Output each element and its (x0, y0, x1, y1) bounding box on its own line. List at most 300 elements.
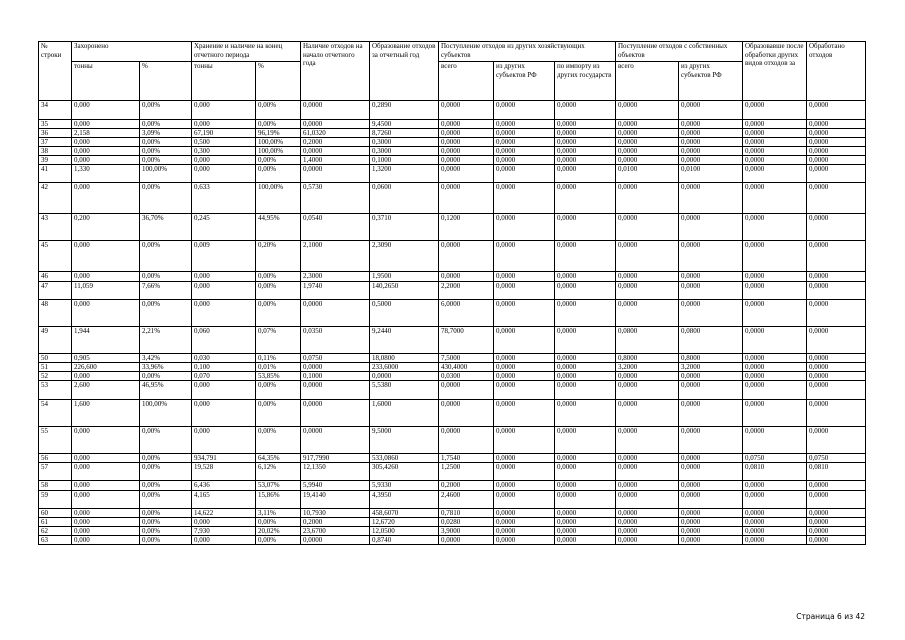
table-cell: 0,0000 (494, 272, 555, 281)
table-cell: 0,00% (140, 372, 192, 381)
table-cell: 0,0000 (679, 101, 743, 120)
table-cell: 0,5000 (370, 300, 439, 327)
table-cell: 0,0000 (743, 137, 807, 146)
table-cell: 0,0000 (494, 241, 555, 272)
table-cell: 0,0000 (743, 527, 807, 536)
table-cell: 0,000 (192, 281, 256, 300)
table-cell: 0,060 (192, 327, 256, 354)
table-cell: 37 (39, 137, 72, 146)
table-cell: 3,2000 (679, 363, 743, 372)
table-cell: 0,000 (72, 119, 140, 128)
table-row (39, 527, 866, 536)
table-cell: 533,0860 (370, 453, 439, 462)
table-cell: 0,0000 (439, 272, 494, 281)
table-cell: 6,12% (256, 462, 301, 481)
table-cell: 0,030 (192, 354, 256, 363)
table-cell: 0,000 (192, 426, 256, 453)
table-cell: 0,0000 (807, 372, 866, 381)
table-cell: 33,96% (140, 363, 192, 372)
table-cell: 0,0000 (743, 183, 807, 214)
table-cell: 0,0000 (555, 372, 616, 381)
table-cell: 49 (39, 327, 72, 354)
table-cell: 0,00% (256, 272, 301, 281)
table-cell: 19,528 (192, 462, 256, 481)
table-cell: 0,0000 (494, 128, 555, 137)
table-cell: 0,8000 (616, 354, 679, 363)
table-cell: 0,8000 (679, 354, 743, 363)
table-cell: 0,0000 (743, 509, 807, 518)
table-cell: 0,00% (256, 300, 301, 327)
table-cell: 7,66% (140, 281, 192, 300)
table-cell: 12,1350 (301, 462, 370, 481)
table-cell: 57 (39, 462, 72, 481)
table-cell: 0,000 (72, 300, 140, 327)
table-cell: 0,0350 (301, 327, 370, 354)
table-cell: 0,0000 (301, 363, 370, 372)
table-cell: 0,0000 (616, 372, 679, 381)
table-cell: 0,0000 (494, 146, 555, 155)
table-cell: 0,0000 (679, 462, 743, 481)
table-cell: 0,11% (256, 354, 301, 363)
table-cell: 1,9740 (301, 281, 370, 300)
table-cell: 0,0000 (494, 119, 555, 128)
table-cell: 0,0000 (616, 426, 679, 453)
table-cell: 4,165 (192, 490, 256, 509)
table-cell: 0,0000 (439, 381, 494, 400)
table-cell: 0,00% (256, 426, 301, 453)
waste-table (38, 41, 866, 545)
table-cell: 0,0000 (616, 137, 679, 146)
table-cell: 53,85% (256, 372, 301, 381)
table-cell: 0,0000 (807, 381, 866, 400)
table-cell: 51 (39, 363, 72, 372)
table-cell: 45 (39, 241, 72, 272)
table-cell: 430,4000 (439, 363, 494, 372)
table-cell: 23,6700 (301, 527, 370, 536)
table-cell: 0,0000 (439, 426, 494, 453)
table-cell: 0,0000 (616, 241, 679, 272)
table-cell: 0,00% (256, 164, 301, 183)
table-cell: 0,0000 (555, 146, 616, 155)
table-row (39, 272, 866, 281)
table-cell: 0,0000 (555, 327, 616, 354)
table-cell: 53,07% (256, 481, 301, 490)
table-cell: 0,0000 (301, 146, 370, 155)
table-cell: 0,0000 (370, 372, 439, 381)
table-cell: 0,000 (192, 101, 256, 120)
table-cell: 0,00% (140, 137, 192, 146)
table-cell: 0,000 (72, 146, 140, 155)
table-cell: 0,0000 (439, 399, 494, 426)
table-cell: 0,0000 (807, 101, 866, 120)
table-cell: 0,0000 (555, 300, 616, 327)
table-cell: 0,0000 (616, 183, 679, 214)
table-cell: 0,0000 (616, 119, 679, 128)
table-cell: 0,0000 (743, 155, 807, 164)
table-cell: 0,0000 (743, 281, 807, 300)
table-cell: 19,4140 (301, 490, 370, 509)
table-cell: 0,000 (192, 155, 256, 164)
table-cell: 0,0000 (679, 119, 743, 128)
table-cell: 0,0000 (301, 101, 370, 120)
table-cell: 0,0000 (679, 372, 743, 381)
table-cell: 0,0000 (301, 300, 370, 327)
table-cell: 0,0000 (807, 241, 866, 272)
table-cell: 0,0000 (743, 481, 807, 490)
table-row (39, 327, 866, 354)
table-cell: 2,3090 (370, 241, 439, 272)
table-cell: 2,3000 (301, 272, 370, 281)
table-cell: 0,0000 (494, 214, 555, 241)
table-cell: 9,4500 (370, 119, 439, 128)
table-cell: 0,0000 (494, 183, 555, 214)
table-row (39, 281, 866, 300)
table-cell: 0,0810 (743, 462, 807, 481)
table-row (39, 128, 866, 137)
table-cell: 0,0000 (743, 363, 807, 372)
table-cell: 0,0000 (616, 399, 679, 426)
table-row (39, 119, 866, 128)
table-cell: 0,0000 (494, 481, 555, 490)
header-buried-tonnes: тонны (72, 62, 140, 101)
table-cell: 0,0000 (679, 536, 743, 545)
table-cell: 6,436 (192, 481, 256, 490)
table-cell: 0,0000 (439, 241, 494, 272)
table-cell: 0,0000 (439, 119, 494, 128)
table-cell: 0,0000 (494, 137, 555, 146)
table-cell: 0,00% (140, 119, 192, 128)
table-cell: 0,0000 (555, 354, 616, 363)
table-cell: 0,0750 (743, 453, 807, 462)
table-cell: 0,00% (140, 462, 192, 481)
table-cell: 3,11% (256, 509, 301, 518)
table-row (39, 137, 866, 146)
table-cell: 42 (39, 183, 72, 214)
table-cell: 0,00% (140, 241, 192, 272)
table-cell: 0,0000 (555, 128, 616, 137)
table-cell: 60 (39, 509, 72, 518)
table-cell: 1,944 (72, 327, 140, 354)
table-cell: 54 (39, 399, 72, 426)
table-cell: 305,4260 (370, 462, 439, 481)
table-cell: 96,19% (256, 128, 301, 137)
table-cell: 0,0000 (555, 518, 616, 527)
table-cell: 47 (39, 281, 72, 300)
table-cell: 0,000 (72, 137, 140, 146)
table-cell: 0,0100 (679, 164, 743, 183)
table-cell: 41 (39, 164, 72, 183)
table-cell: 0,0300 (439, 372, 494, 381)
table-cell: 0,000 (72, 101, 140, 120)
table-cell: 100,00% (140, 399, 192, 426)
table-cell: 226,600 (72, 363, 140, 372)
table-cell: 0,0000 (743, 381, 807, 400)
table-cell: 0,000 (192, 272, 256, 281)
table-cell: 0,0000 (555, 509, 616, 518)
table-cell: 0,0000 (616, 300, 679, 327)
table-cell: 0,0000 (679, 481, 743, 490)
table-cell: 0,0000 (555, 137, 616, 146)
table-cell: 0,0000 (743, 164, 807, 183)
table-row (39, 509, 866, 518)
header-entities-from-rf: из других субъектов РФ (494, 62, 555, 101)
table-cell: 0,0000 (616, 128, 679, 137)
table-cell: 0,000 (72, 155, 140, 164)
table-cell: 0,0000 (679, 300, 743, 327)
table-cell: 0,0000 (807, 128, 866, 137)
table-cell: 0,00% (140, 509, 192, 518)
table-cell: 2,1000 (301, 241, 370, 272)
table-cell: 233,6000 (370, 363, 439, 372)
table-cell: 59 (39, 490, 72, 509)
table-cell: 78,7000 (439, 327, 494, 354)
table-cell: 0,633 (192, 183, 256, 214)
table-cell: 7,5000 (439, 354, 494, 363)
table-cell: 52 (39, 372, 72, 381)
table-cell: 36 (39, 128, 72, 137)
header-from-entities: Поступление отходов из других хозяйствующих субъектов (439, 42, 616, 62)
table-cell: 0,000 (192, 536, 256, 545)
table-cell: 0,070 (192, 372, 256, 381)
table-cell: 0,0000 (743, 214, 807, 241)
table-cell: 0,0000 (616, 272, 679, 281)
table-cell: 0,0000 (616, 509, 679, 518)
table-cell: 8,7260 (370, 128, 439, 137)
page-footer: Страница 6 из 42 (796, 612, 865, 621)
table-cell: 0,00% (256, 155, 301, 164)
table-cell: 1,3200 (370, 164, 439, 183)
table-cell: 0,0000 (494, 327, 555, 354)
table-cell: 0,0000 (439, 101, 494, 120)
table-cell: 0,0000 (494, 164, 555, 183)
table-cell: 0,0000 (494, 300, 555, 327)
table-cell: 0,0000 (679, 183, 743, 214)
table-cell: 0,0000 (494, 462, 555, 481)
table-cell: 0,0000 (494, 518, 555, 527)
table-cell: 0,0000 (807, 481, 866, 490)
table-cell: 0,0000 (679, 381, 743, 400)
table-cell: 0,0000 (494, 490, 555, 509)
table-cell: 458,6070 (370, 509, 439, 518)
table-cell: 0,000 (192, 119, 256, 128)
table-cell: 43 (39, 214, 72, 241)
table-cell: 0,000 (192, 399, 256, 426)
table-cell: 934,791 (192, 453, 256, 462)
table-cell: 39 (39, 155, 72, 164)
table-cell: 0,0100 (616, 164, 679, 183)
table-cell: 0,0000 (494, 281, 555, 300)
table-cell: 0,0000 (439, 128, 494, 137)
table-cell: 0,000 (72, 536, 140, 545)
table-cell: 0,0000 (555, 101, 616, 120)
table-cell: 58 (39, 481, 72, 490)
table-cell: 0,2000 (301, 137, 370, 146)
table-cell: 0,0800 (679, 327, 743, 354)
table-cell: 0,0000 (807, 363, 866, 372)
table-cell: 917,7990 (301, 453, 370, 462)
table-row (39, 214, 866, 241)
table-cell: 0,500 (192, 137, 256, 146)
table-cell: 0,00% (140, 183, 192, 214)
table-cell: 0,00% (140, 527, 192, 536)
table-cell: 0,0000 (555, 281, 616, 300)
table-cell: 0,0000 (807, 300, 866, 327)
table-cell: 0,000 (192, 164, 256, 183)
table-cell: 0,000 (72, 462, 140, 481)
table-cell: 0,1200 (439, 214, 494, 241)
table-cell: 140,2650 (370, 281, 439, 300)
table-cell: 0,0000 (616, 518, 679, 527)
table-cell: 0,00% (140, 272, 192, 281)
table-cell: 0,000 (72, 183, 140, 214)
table-cell: 0,0000 (555, 462, 616, 481)
table-cell: 5,9330 (370, 481, 439, 490)
table-cell: 0,0000 (743, 101, 807, 120)
table-cell: 44,95% (256, 214, 301, 241)
table-cell: 0,0000 (439, 183, 494, 214)
table-cell: 1,9500 (370, 272, 439, 281)
table-row (39, 363, 866, 372)
header-buried-percent: % (140, 62, 192, 101)
table-cell: 0,0000 (439, 155, 494, 164)
table-cell: 0,000 (72, 426, 140, 453)
table-cell: 0,000 (72, 527, 140, 536)
table-cell: 0,0000 (679, 155, 743, 164)
table-cell: 11,059 (72, 281, 140, 300)
table-cell: 53 (39, 381, 72, 400)
table-cell: 18,0800 (370, 354, 439, 363)
table-cell: 0,0000 (616, 214, 679, 241)
table-cell: 0,0000 (301, 381, 370, 400)
table-cell: 0,0000 (743, 372, 807, 381)
table-cell: 48 (39, 300, 72, 327)
table-cell: 0,000 (72, 490, 140, 509)
table-cell: 0,0750 (807, 453, 866, 462)
table-row (39, 155, 866, 164)
table-cell: 6,0000 (439, 300, 494, 327)
table-cell: 0,0000 (743, 518, 807, 527)
table-cell: 3,2000 (616, 363, 679, 372)
table-cell: 0,00% (140, 518, 192, 527)
table-cell: 38 (39, 146, 72, 155)
table-cell: 0,0800 (616, 327, 679, 354)
table-cell: 0,0000 (555, 155, 616, 164)
table-cell: 0,0000 (679, 137, 743, 146)
table-cell: 55 (39, 426, 72, 453)
table-cell: 61,0320 (301, 128, 370, 137)
table-cell: 12,0500 (370, 527, 439, 536)
table-cell: 0,0000 (494, 381, 555, 400)
table-cell: 0,01% (256, 363, 301, 372)
table-cell: 0,0000 (743, 327, 807, 354)
table-cell: 0,5730 (301, 183, 370, 214)
table-cell: 0,0000 (439, 137, 494, 146)
table-cell: 0,100 (192, 363, 256, 372)
table-cell: 1,330 (72, 164, 140, 183)
table-cell: 0,0000 (679, 399, 743, 426)
table-cell: 0,0000 (679, 214, 743, 241)
table-cell: 3,09% (140, 128, 192, 137)
table-cell: 0,2890 (370, 101, 439, 120)
table-cell: 0,0540 (301, 214, 370, 241)
table-row (39, 490, 866, 509)
table-cell: 0,0000 (555, 426, 616, 453)
table-cell: 0,0000 (616, 490, 679, 509)
table-cell: 0,000 (192, 518, 256, 527)
table-cell: 2,600 (72, 381, 140, 400)
table-cell: 0,0000 (301, 426, 370, 453)
table-cell: 0,0000 (439, 146, 494, 155)
table-cell: 61 (39, 518, 72, 527)
table-cell: 15,86% (256, 490, 301, 509)
table-cell: 0,0000 (494, 372, 555, 381)
header-own-from-rf: из других субъектов РФ (679, 62, 743, 101)
table-cell: 0,0600 (370, 183, 439, 214)
table-cell: 0,00% (140, 490, 192, 509)
table-cell: 0,00% (140, 101, 192, 120)
table-cell: 46 (39, 272, 72, 281)
table-cell: 0,0000 (555, 399, 616, 426)
table-cell: 0,000 (72, 372, 140, 381)
table-cell: 0,0000 (616, 527, 679, 536)
header-formed-after: Образовавше после обработки других видов отходов за (743, 42, 807, 101)
table-cell: 34 (39, 101, 72, 120)
table-cell: 0,0000 (743, 241, 807, 272)
table-cell: 0,0000 (494, 101, 555, 120)
table-row (39, 462, 866, 481)
table-cell: 0,00% (256, 101, 301, 120)
table-cell: 0,0000 (616, 462, 679, 481)
table-cell: 0,0000 (807, 527, 866, 536)
header-from-own: Поступление отходов с собственных объектов (616, 42, 743, 62)
table-row (39, 146, 866, 155)
table-cell: 0,245 (192, 214, 256, 241)
table-cell: 0,0000 (616, 536, 679, 545)
table-cell: 1,4000 (301, 155, 370, 164)
table-cell: 7,930 (192, 527, 256, 536)
table-cell: 0,0000 (555, 481, 616, 490)
table-cell: 0,0000 (807, 327, 866, 354)
table-cell: 0,0000 (807, 272, 866, 281)
table-cell: 50 (39, 354, 72, 363)
table-row (39, 372, 866, 381)
table-cell: 0,0000 (679, 426, 743, 453)
table-cell: 0,0000 (616, 381, 679, 400)
table-cell: 2,4600 (439, 490, 494, 509)
table-cell: 0,3000 (370, 137, 439, 146)
table-cell: 9,2440 (370, 327, 439, 354)
table-cell: 0,0000 (807, 536, 866, 545)
table-cell: 0,0000 (679, 527, 743, 536)
table-cell: 3,9000 (439, 527, 494, 536)
table-cell: 0,0000 (807, 426, 866, 453)
table-cell: 0,0000 (743, 354, 807, 363)
table-cell: 0,0000 (807, 183, 866, 214)
table-cell: 2,158 (72, 128, 140, 137)
table-cell: 62 (39, 527, 72, 536)
table-cell: 0,0000 (807, 399, 866, 426)
table-cell: 0,0000 (555, 241, 616, 272)
table-cell: 36,70% (140, 214, 192, 241)
table-cell: 5,5380 (370, 381, 439, 400)
table-cell: 0,0810 (807, 462, 866, 481)
table-cell: 0,0000 (679, 241, 743, 272)
table-cell: 0,00% (256, 536, 301, 545)
table-cell: 0,0000 (679, 509, 743, 518)
table-cell: 1,7540 (439, 453, 494, 462)
table-cell: 0,0000 (807, 490, 866, 509)
table-cell: 0,0750 (301, 354, 370, 363)
